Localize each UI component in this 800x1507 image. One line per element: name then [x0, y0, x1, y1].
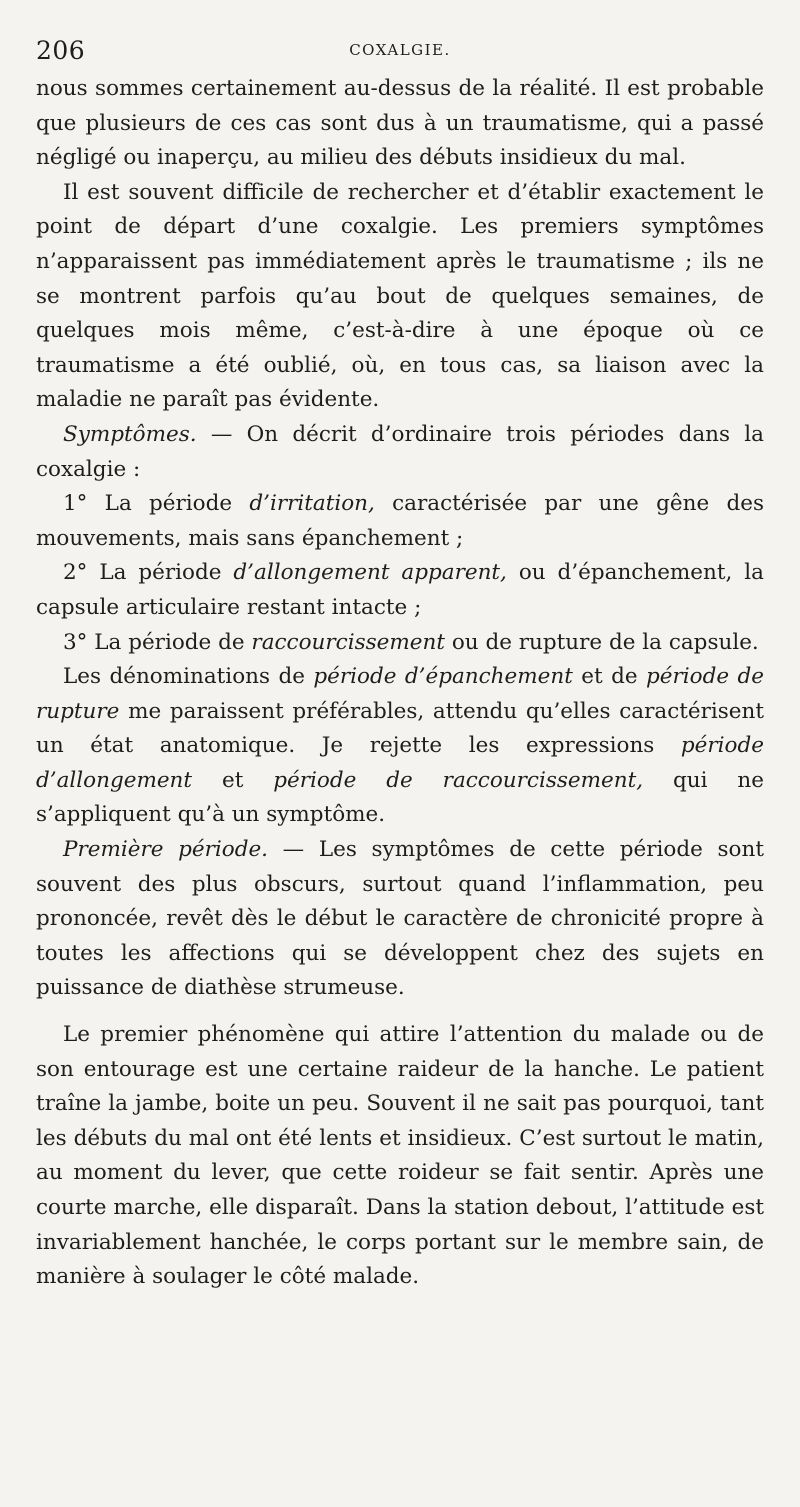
list-item-text: ou de rupture de la capsule. [444, 629, 759, 655]
list-item-text: 3° La période de [63, 629, 252, 655]
list-item-period-2 [36, 556, 764, 625]
paragraph-denominations [36, 660, 764, 833]
paragraph-text: Les dénominations de [63, 664, 314, 690]
paragraph-text: me paraissent préférables, attendu qu’elles caractérisent un état anatomique. Je rejette les expressions [36, 698, 764, 759]
list-item-period-1 [36, 487, 764, 556]
paragraph-starting-point: Il est souvent difficile de rechercher et d’établir exactement le point de départ d’une coxalgie. Les premiers symptômes n’apparaissent pas immédiatement après le traumatisme ; ils ne se montrent parfois qu’au bout de quelques semaines, de quelques mois même, c’est-à-dire à une époque où ce traumatisme a été oublié, où, en tous cas, sa liaison avec la maladie ne paraît pas évidente. [36, 179, 764, 413]
paragraph-text: et de [572, 664, 646, 690]
list-item-text: ou d’épanchement, la capsule articulaire restant intacte ; [36, 560, 764, 620]
list-item-period-3 [36, 626, 764, 661]
running-head: COXALGIE. [349, 41, 451, 59]
paragraph-symptomes [36, 418, 764, 487]
paragraph-text: et [192, 767, 274, 793]
list-item-text: 1° La période [63, 491, 250, 517]
paragraph-text: qui ne s’appliquent qu’à un symptôme. [36, 767, 764, 828]
page-body [36, 72, 764, 1295]
paragraph-symptomes-text: — On décrit d’ordinaire trois périodes dans la coxalgie : [36, 421, 764, 482]
paragraph-premiere-periode-text: — Les symptômes de cette période sont souvent des plus obscurs, surtout quand l’inflammation, peu prononcée, revêt dès le début le caractère de chronicité propre à toutes les affections qui se développent chez des sujets en puissance de diathèse strumeuse. [36, 837, 764, 1001]
paragraph-premier-phenomene: Le premier phénomène qui attire l’attention du malade ou de son entourage est une certaine raideur de la hanche. Le patient traîne la jambe, boite un peu. Souvent il ne sait pas pourquoi, tant les débuts du mal ont été lents et insidieux. C’est surtout le matin, au moment du lever, que cette roideur se fait sentir. Après une courte marche, elle disparaît. Dans la station debout, l’attitude est invariablement hanchée, le corps portant sur le membre sain, de manière à soulager le côté malade. [36, 1022, 764, 1290]
page-number: 206 [36, 36, 86, 65]
term-periode-allongement: période d’allongement [36, 733, 764, 793]
section-label-premiere-periode: Première période. [63, 837, 269, 863]
section-label-symptomes: Symptômes. [63, 421, 197, 447]
paragraph-continuation: nous sommes certainement au-dessus de la réalité. Il est probable que plusieurs de ces cas sont dus à un traumatisme, qui a passé négligé ou inaperçu, au milieu des débuts insidieux du mal. [36, 76, 764, 171]
paragraph-premiere-periode [36, 833, 764, 1006]
list-item-term: raccourcissement [251, 629, 445, 655]
list-item-term: d’irritation, [249, 491, 375, 517]
term-periode-raccourcissement: période de raccourcissement, [273, 767, 644, 793]
term-periode-rupture: période de rupture [36, 664, 764, 724]
list-item-text: 2° La période [63, 560, 234, 586]
list-item-term: d’allongement apparent, [233, 560, 507, 586]
page-header [36, 36, 764, 72]
term-periode-epanchement: période d’épanchement [313, 664, 573, 690]
list-item-text: caractérisée par une gêne des mouvements, mais sans épanchement ; [36, 491, 764, 551]
